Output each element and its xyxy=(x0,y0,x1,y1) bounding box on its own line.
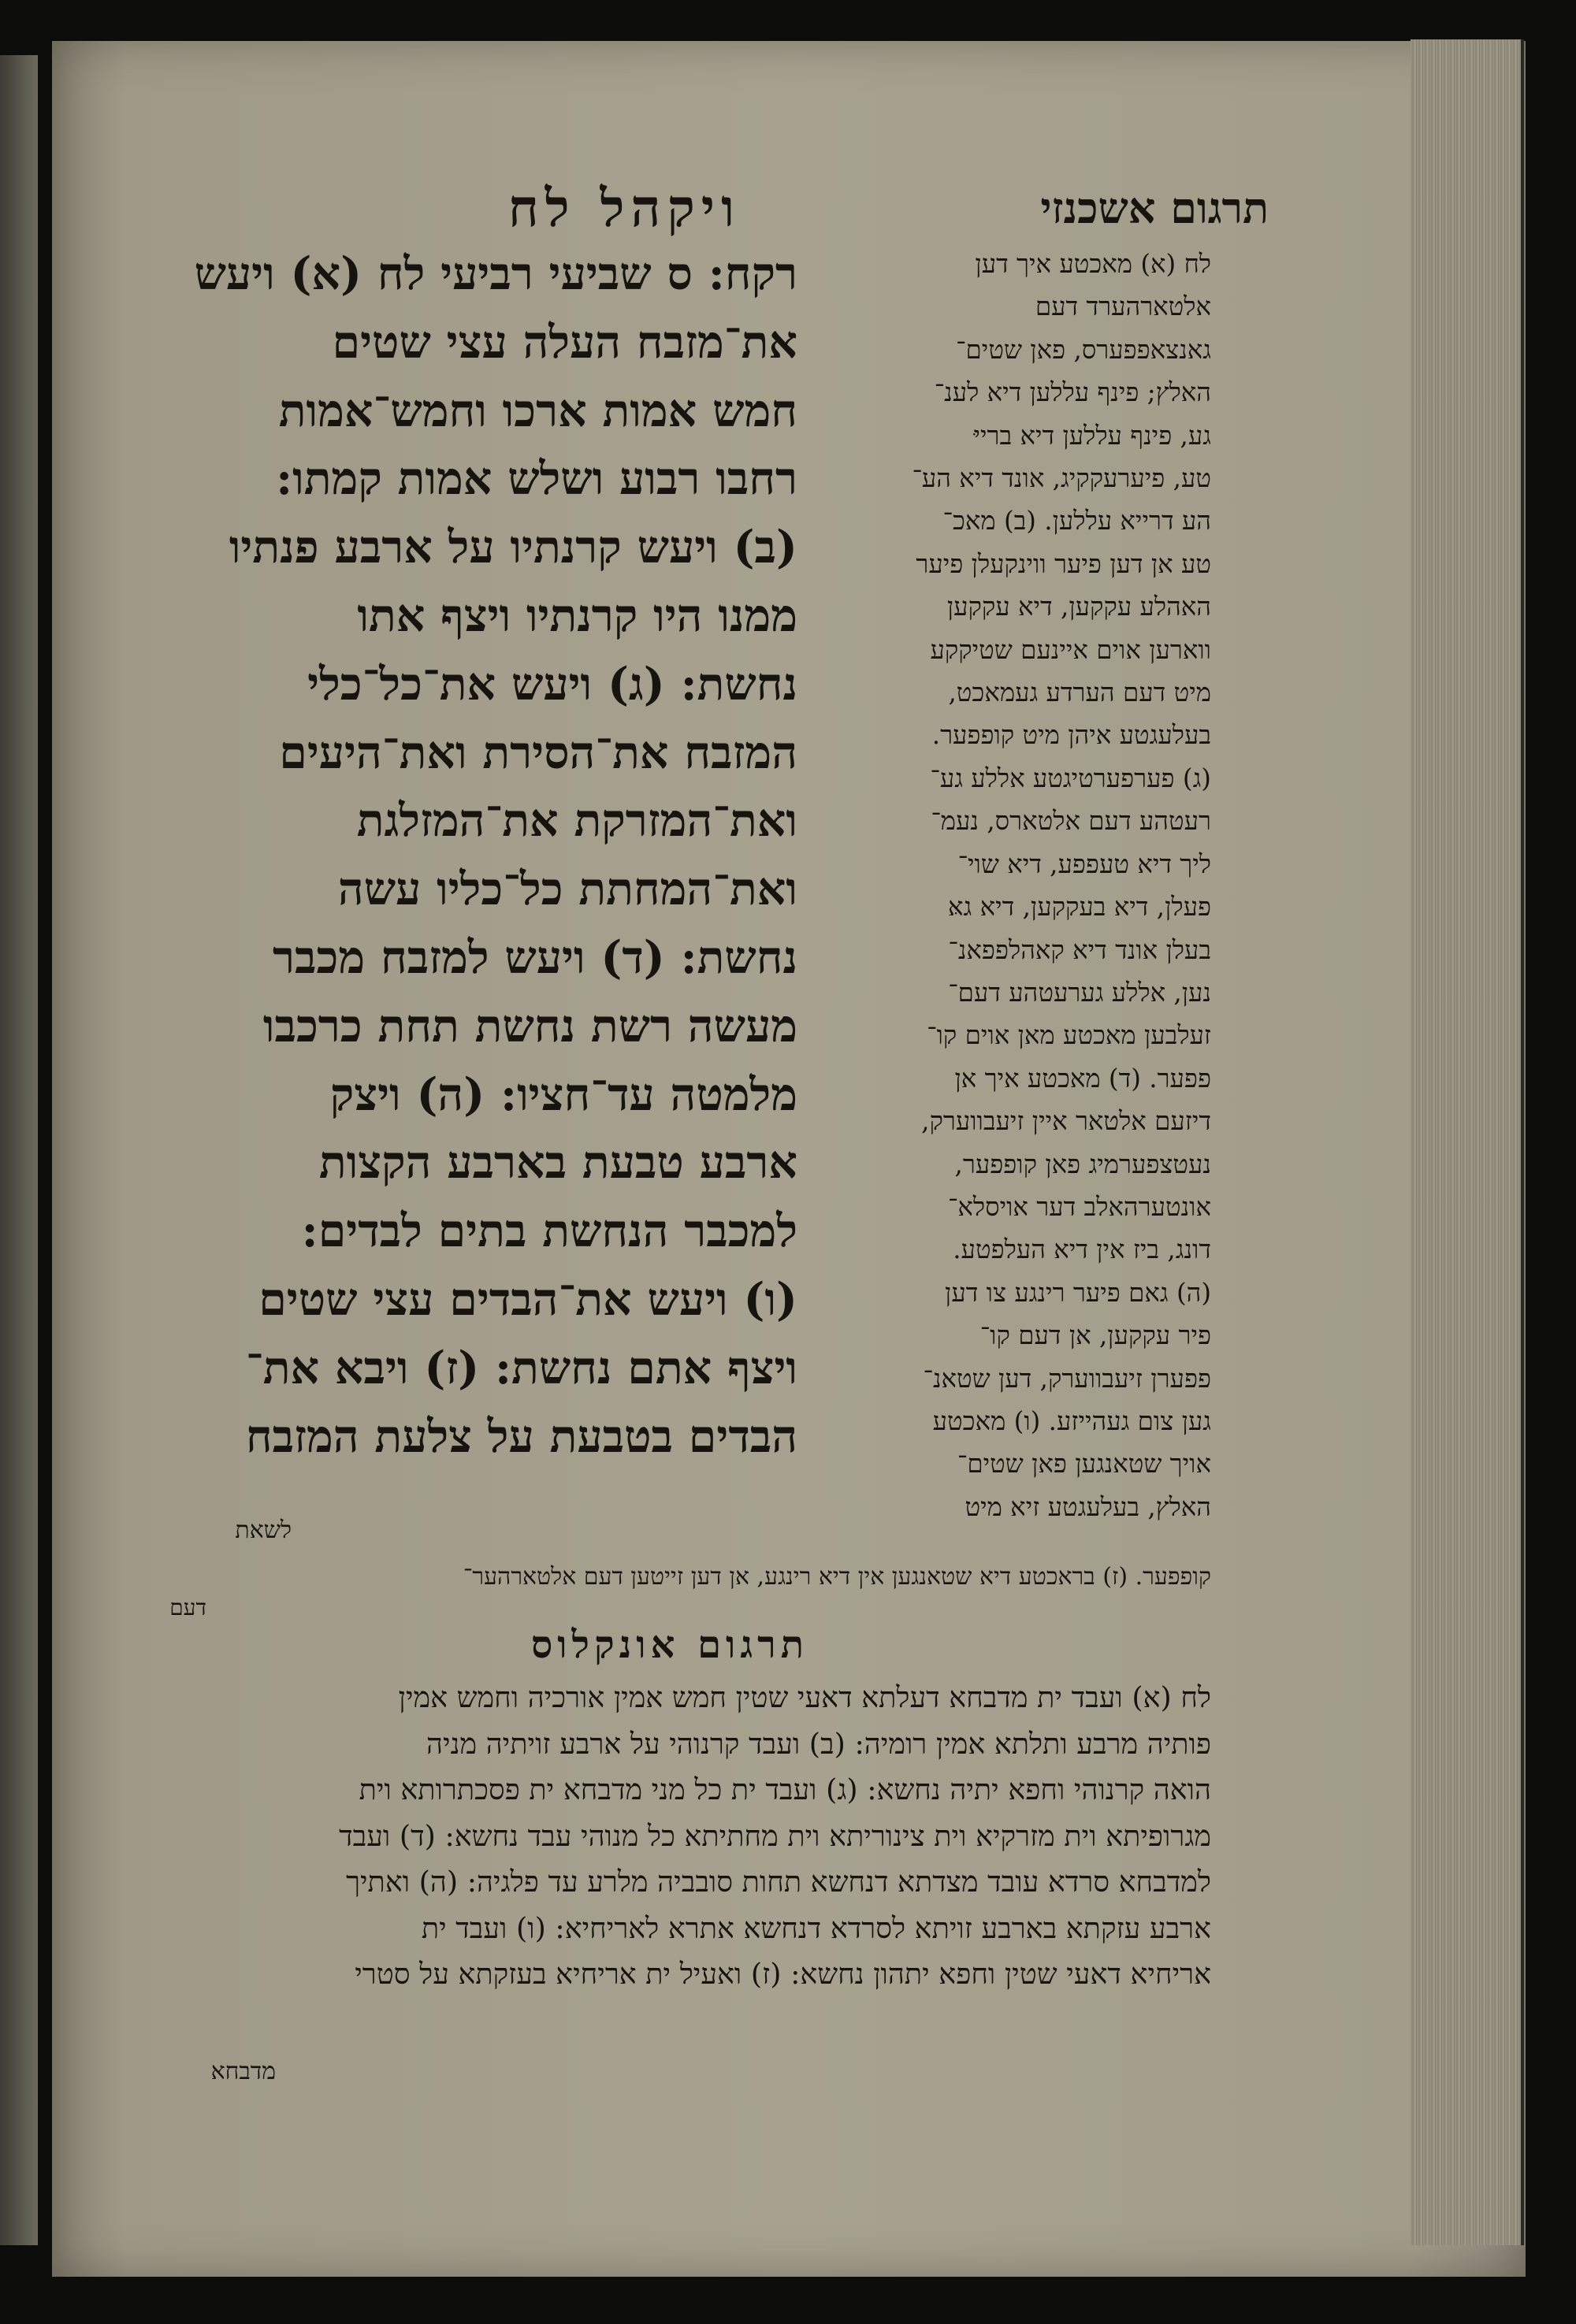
text-line: רעטהע דעם אלטארס, נעמ־ xyxy=(931,806,1211,837)
verse-line: רחבו רבוע ושלש אמות קמתו: xyxy=(276,452,797,506)
verse-line: (ב) ויעש קרנתיו על ארבע פנתיו xyxy=(229,521,797,574)
page-stack-edge xyxy=(1411,39,1524,2245)
onkelos-aramaic-block xyxy=(112,1675,1211,2148)
text-line: הע דרייא עללען. (ב) מאכ־ xyxy=(942,506,1211,536)
judeo-german-translation-column xyxy=(808,243,1211,1598)
catchword-onkelos: מדבחא xyxy=(210,2058,276,2085)
text-line: זעלבען מאכטע מאן אוים קו־ xyxy=(927,1020,1211,1051)
hebrew-torah-column xyxy=(112,240,797,1540)
text-line: (ג) פערפערטיגטע אללע גע־ xyxy=(930,763,1211,793)
text-line: טע, פיערעקקיג, אונד דיא הע־ xyxy=(912,463,1211,494)
text-line: דיזעם אלטאר איין זיעבווערק, xyxy=(921,1106,1211,1137)
text-line: דונג, ביז אין דיא העלפטע. xyxy=(953,1234,1211,1265)
text-line: האלץ, בעלעגטע זיא מיט xyxy=(965,1491,1211,1522)
text-line: האלץ; פינף עללען דיא לענ־ xyxy=(934,377,1211,408)
onkelos-heading: תרגום אונקלוס xyxy=(530,1623,809,1667)
text-line: אויך שטאנגען פאן שטים־ xyxy=(957,1449,1211,1479)
text-line: נען, אללע גערעטהע דעם־ xyxy=(948,977,1211,1008)
verse-line: (ו) ויעש את־הבדים עצי שטים xyxy=(258,1272,797,1326)
verse-line: ואת־המזרקת את־המזלגת xyxy=(356,794,797,848)
verse-line: את־מזבח העלה עצי שטים xyxy=(332,315,797,369)
text-line: פעלן, דיא בעקקען, דיא גאּ xyxy=(948,892,1211,923)
verse-line: למכבר הנחשת בתים לבדים: xyxy=(301,1205,797,1258)
text-line: נעטצפערמיג פאן קופפער, xyxy=(954,1149,1211,1179)
text-line: בעלעגטע איהן מיט קופפער. xyxy=(931,720,1211,751)
running-head-targum-ashkenazi: תרגום אשכנזי xyxy=(1040,183,1269,233)
verse-line: הבדים בטבעת על צלעת המזבח xyxy=(245,1409,797,1463)
catchword-translation: דעם xyxy=(169,1595,206,1620)
verse-line: ארבע טבעת בארבע הקצות xyxy=(318,1136,797,1190)
text-line: מיט דעם הערדע געמאכט, xyxy=(948,678,1211,708)
running-head-parasha: ויקהל לח xyxy=(507,177,741,239)
verse-line: ואת־המחתת כל־כליו עשה xyxy=(337,863,797,916)
onkelos-line: אריחיא דאעי שטין וחפא יתהון נחשא: (ז) ואעיל ית אריחיא בעזקתא על סטרי xyxy=(355,1957,1211,1991)
text-line: פיר עקקען, אן דעם קו־ xyxy=(979,1320,1211,1351)
text-line: פפער. (ד) מאכטע איך אן xyxy=(954,1063,1211,1093)
onkelos-line: מגרופיתא וית מזרקיא וית צינוריתא וית מחתיתא כל מנוהי עבד נחשא: (ד) ועבד xyxy=(339,1818,1211,1853)
verse-line: מלמטה עד־חציו: (ה) ויצק xyxy=(329,1067,797,1121)
text-line: בעלן אונד דיא קאהלפפאנ־ xyxy=(948,934,1211,965)
facing-page-edge xyxy=(0,55,38,2245)
text-line: פפערן זיעבווערק, דען שטאנ־ xyxy=(923,1363,1211,1394)
verse-line: נחשת: (ד) ויעש למזבח מכבר xyxy=(273,930,797,984)
verse-line: ויצף אתם נחשת: (ז) ויבא את־ xyxy=(245,1341,797,1394)
verse-line: רקח: ס שביעי רביעי לח (א) ויעש xyxy=(194,247,797,300)
verse-line: ממנו היו קרנתיו ויצף אתו xyxy=(357,588,797,642)
text-line: גען צום געהייזע. (ו) מאכטע xyxy=(932,1405,1211,1436)
text-line: גאנצאפפערס, פאן שטים־ xyxy=(956,334,1211,365)
verse-line: מעשה רשת נחשת תחת כרכבו xyxy=(262,999,797,1052)
text-line: ווארען אוים איינעם שטיקקע xyxy=(930,634,1211,665)
onkelos-line: לח (א) ועבד ית מדבחא דעלתא דאעי שטין חמש אמין אורכיה וחמש אמין xyxy=(398,1680,1211,1714)
verse-line: נחשת: (ג) ויעש את־כל־כלי xyxy=(307,657,797,711)
verse-line: המזבח את־הסירת ואת־היעים xyxy=(279,726,797,779)
onkelos-line: ארבע עזקתא בארבע זויתא לסרדא דנחשא אתרא לאריחיא: (ו) ועבד ית xyxy=(421,1910,1211,1945)
text-line: ליך דיא טעפפע, דיא שוי־ xyxy=(957,848,1211,879)
catchword-torah: לשאת xyxy=(235,1517,292,1544)
onkelos-line: פותיה מרבע ותלתא אמין רומיה: (ב) ועבד קרנוהי על ארבע זויתיה מניה xyxy=(426,1726,1211,1761)
text-line: (ה) גאם פיער רינגע צו דען xyxy=(945,1277,1211,1308)
text-line: גע, פינף עללען דיא ברייּ xyxy=(973,420,1211,451)
text-line: אלטארהערד דעם xyxy=(1035,291,1211,322)
onkelos-line: הואה קרנוהי וחפא יתיה נחשא: (ג) ועבד ית כל מני מדבחא ית פסכתרותא וית xyxy=(359,1773,1211,1806)
onkelos-line: למדבחא סרדא עובד מצדתא דנחשא תחות סובביה מלרע עד פלגיה: (ה) ואתיך xyxy=(346,1865,1211,1899)
text-line: טע אן דען פיער ווינקעלן פיער xyxy=(916,548,1211,579)
text-line: אונטערהאלב דער אויסלא־ xyxy=(947,1191,1211,1222)
text-line: האהלע עקקען, דיא עקקען xyxy=(946,592,1211,622)
translation-continuation-line: קופפער. (ז) בראכטע דיא שטאנגען אין דיא רינגע, אן דען זייטען דעם אלטארהער־ xyxy=(463,1563,1211,1591)
verse-line: חמש אמות ארכו וחמש־אמות xyxy=(278,384,797,437)
text-line: לח (א) מאכטע איך דען xyxy=(975,249,1211,279)
